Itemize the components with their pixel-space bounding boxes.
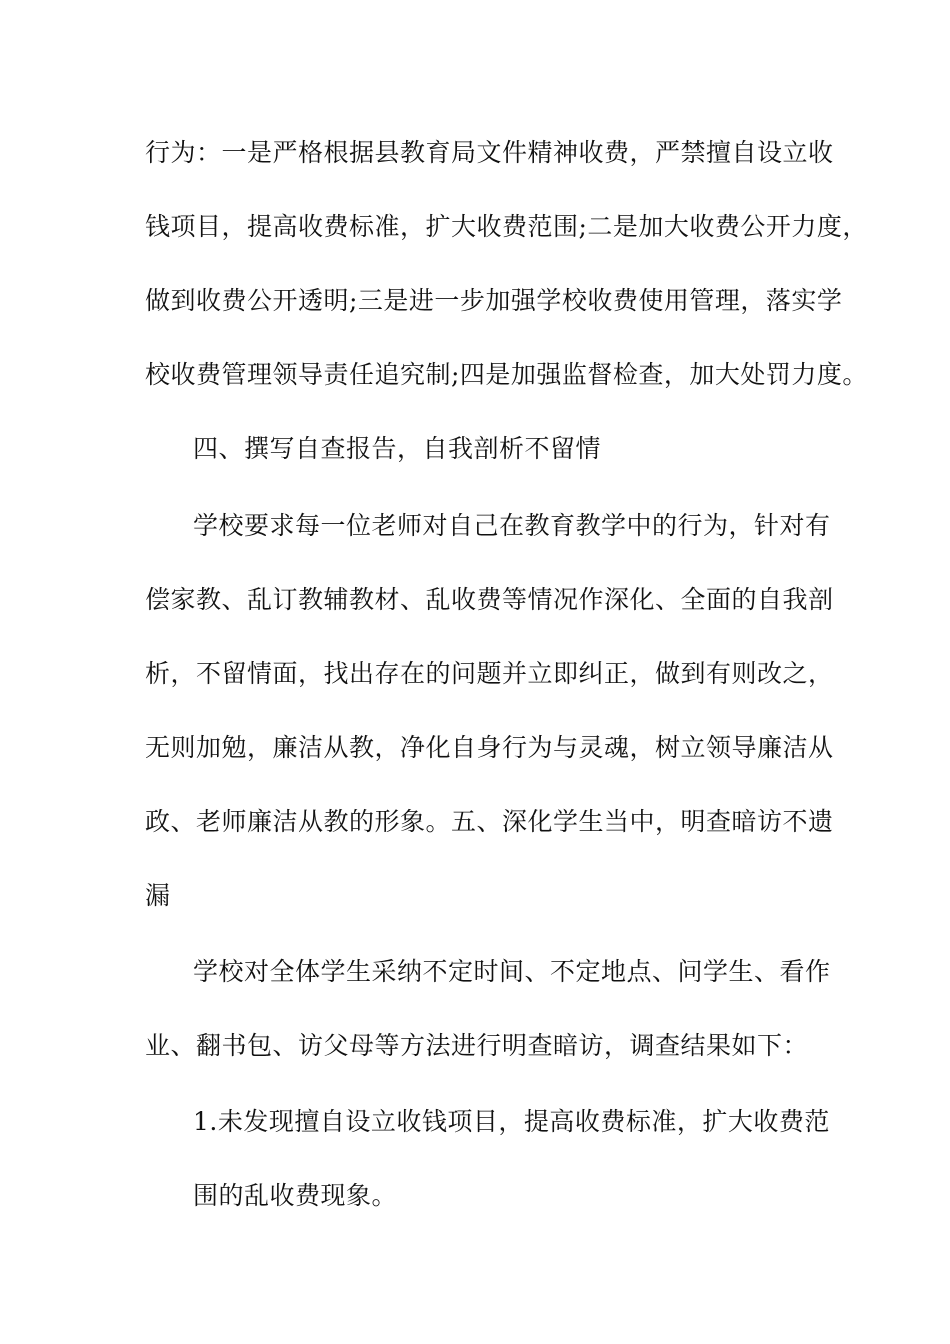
list-item-continuation: 围的乱收费现象。 [193, 1181, 398, 1210]
paragraph-line: 偿家教、乱订教辅教材、乱收费等情况作深化、全面的自我剖 [145, 585, 834, 614]
paragraph-line: 政、老师廉洁从教的形象。五、深化学生当中，明查暗访不遗 [145, 807, 834, 836]
paragraph-line: 钱项目，提高收费标准，扩大收费范围;二是加大收费公开力度， [145, 212, 868, 241]
paragraph-line: 析，不留情面，找出存在的问题并立即纠正，做到有则改之， [145, 659, 834, 688]
paragraph-line: 行为：一是严格根据县教育局文件精神收费，严禁擅自设立收 [145, 138, 834, 167]
paragraph-line: 无则加勉，廉洁从教，净化自身行为与灵魂，树立领导廉洁从 [145, 733, 834, 762]
paragraph-line: 漏 [145, 881, 171, 910]
paragraph-line: 学校对全体学生采纳不定时间、不定地点、问学生、看作 [193, 957, 831, 986]
paragraph-line: 校收费管理领导责任追究制;四是加强监督检查，加大处罚力度。 [145, 360, 868, 389]
list-item: 1.未发现擅自设立收钱项目，提高收费标准，扩大收费范 [193, 1107, 830, 1136]
paragraph-line: 学校要求每一位老师对自己在教育教学中的行为，针对有 [193, 511, 831, 540]
section-heading: 四、撰写自查报告，自我剖析不留情 [193, 434, 602, 463]
paragraph-line: 业、翻书包、访父母等方法进行明查暗访，调查结果如下： [145, 1031, 809, 1060]
paragraph-line: 做到收费公开透明;三是进一步加强学校收费使用管理，落实学 [145, 286, 843, 315]
